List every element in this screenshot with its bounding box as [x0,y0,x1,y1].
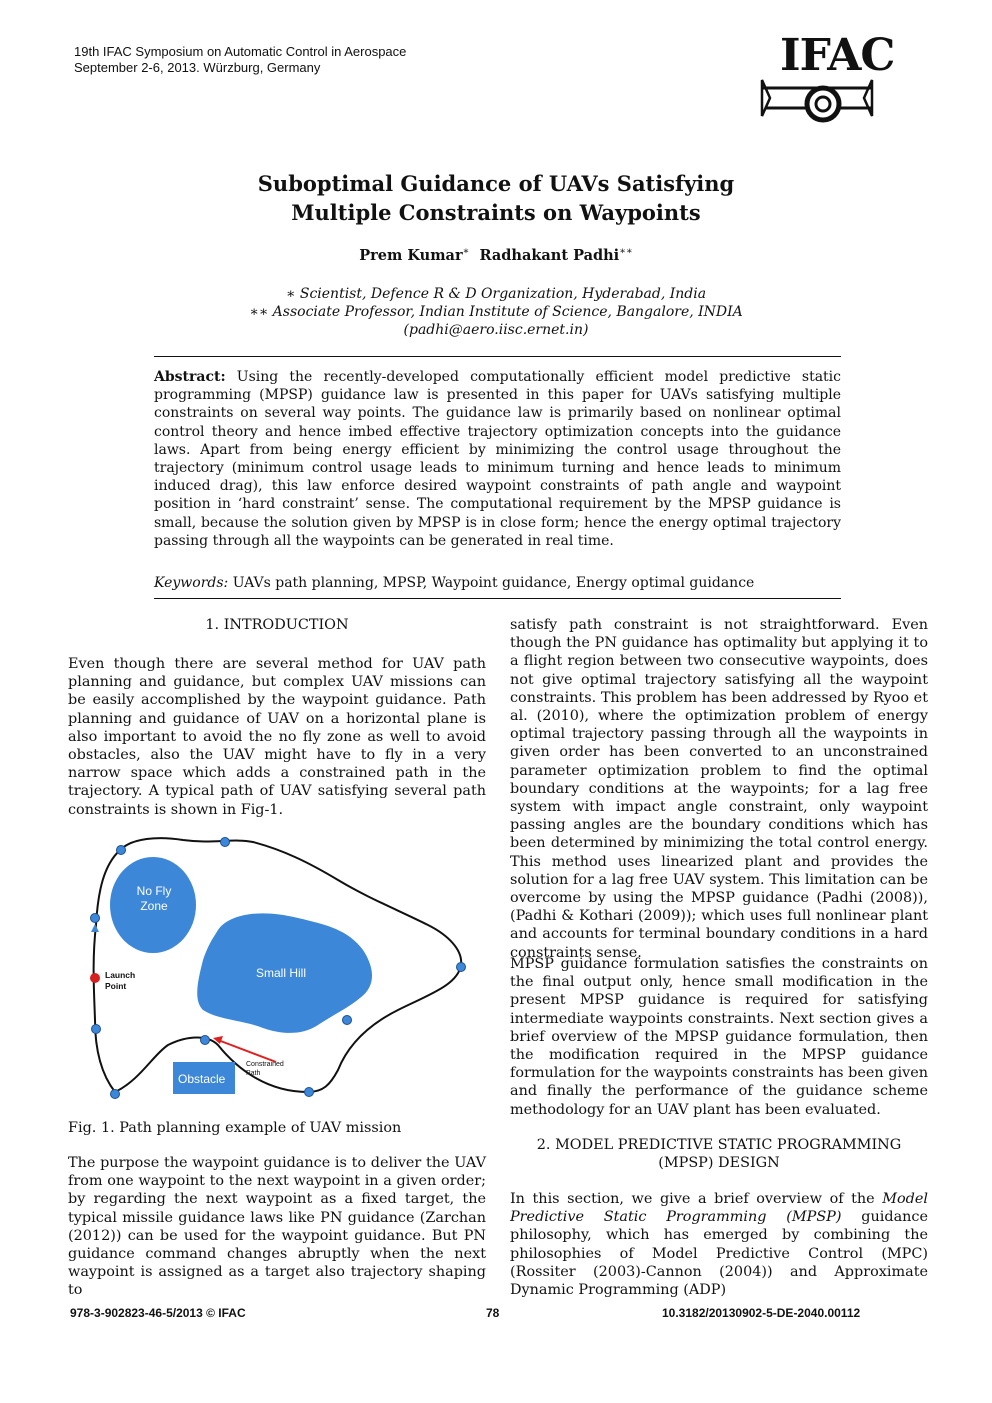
affiliation-2: ∗∗ Associate Professor, Indian Institute of Science, Bangalore, INDIA [249,304,743,320]
footer-doi: 10.3182/20130902-5-DE-2040.00112 [662,1306,861,1320]
constrained-path-arrow [218,1040,276,1062]
section-2-heading-line-2: (MPSP) DESIGN [658,1155,780,1172]
right-paragraph-1-text: satisfy path constraint is not straightforward. Even though the PN guidance has optimality but applying it to a flight region between two consecutive waypoints, does not give optimal trajectory satisfying all the waypoint constraints. This problem has been addressed by Ryoo et al. (2010), where the optimization problem of energy optimal trajectory passing through all the waypoints in given order has been converted to an unconstrained parameter optimization problem to find the optimal boundary conditions at the waypoints; for a lag free system with impact angle constraint, only waypoint passing angles are the boundary conditions which has been determined by minimizing the total control energy. This method uses linearized plant and provides the solution for a lag free UAV system. This limitation can be overcome by using the MPSP guidance (Padhi (2008)), (Padhi & Kothari (2009)); which uses full nonlinear plant and accounts for terminal boundary conditions in a hard constraints sense. [510,617,928,961]
waypoint-marker [111,1090,120,1099]
launch-point-marker [90,973,100,983]
section-2-heading [510,1136,928,1172]
waypoint-marker [221,838,230,847]
right-paragraph-2-text: MPSP guidance formulation satisfies the constraints on the final output only, hence small modification in the present MPSP guidance is required for satisfying intermediate waypoints constraints. Next section gives a brief overview of the MPSP guidance formulation, then the modification required in the MPSP guidance formulation for the waypoints constraints has been given and finally the performance of the guidance scheme methodology for an UAV plant has been evaluated. [510,956,928,1118]
section-2-text-a: In this section, we give a brief overview of the [510,1191,883,1207]
waypoint-marker [92,1025,101,1034]
section-2-heading-line-1: 2. MODEL PREDICTIVE STATIC PROGRAMMING [536,1137,902,1153]
author-2-mark: ∗∗ [619,246,633,257]
waypoint-marker [201,1036,210,1045]
launch-point-label: Launch Point [105,970,136,991]
obstacle-label: Obstacle [178,1072,226,1086]
right-paragraph-1 [510,616,928,962]
intro-paragraph-2-text: The purpose the waypoint guidance is to deliver the UAV from one waypoint to the next waypoint in a given order; by regarding the next waypoint as a fixed target, the typical missile guidance laws like PN guidance (Zarchan (2012)) can be used for the waypoint guidance. But PN guidance command changes abruptly when the next waypoint is assigned as a target also trajectory shaping to [68,1155,486,1299]
section-2-paragraph-1 [510,1190,928,1299]
footer-isbn: 978-3-902823-46-5/2013 © IFAC [70,1306,246,1320]
keywords-label: Keywords: [154,575,229,591]
affiliation-1: ∗ Scientist, Defence R & D Organization, Hyderabad, India [285,286,707,302]
author-1-mark: ∗ [462,246,470,257]
intro-paragraph-2 [68,1154,486,1300]
no-fly-zone-label: No Fly Zone [136,884,172,913]
section-1-heading: 1. INTRODUCTION [205,617,349,633]
ifac-emblem-icon [760,74,875,126]
waypoint-marker [117,846,126,855]
author-2: Radhakant Padhi [479,246,620,264]
right-paragraph-2 [510,955,928,1119]
waypoint-marker [343,1016,352,1025]
small-hill-label: Small Hill [256,966,307,980]
waypoint-marker [305,1088,314,1097]
intro-paragraph-1 [68,655,486,819]
waypoint-marker [457,963,466,972]
conference-name: 19th IFAC Symposium on Automatic Control in Aerospace [74,44,407,59]
figure-1-caption-text: Fig. 1. Path planning example of UAV mission [68,1120,402,1136]
keywords-text: UAVs path planning, MPSP, Waypoint guidance, Energy optimal guidance [232,575,755,591]
abstract-label: Abstract: [154,369,226,385]
figure-1-caption [68,1119,486,1137]
abstract-text: Using the recently-developed computationally efficient model predictive static programming (MPSP) guidance law is presented in this paper for UAVs satisfying multiple constraints on several way points. The guidance law is primarily based on nonlinear optimal control theory and hence imbed effective trajectory optimization concepts into the guidance laws. Apart from being energy efficient by minimizing the control usage throughout the trajectory (minimum control usage leads to minimum turning and hence leads to minimum induced drag), this law enforce desired waypoint constraints of path angle and waypoint position in ‘hard constraint’ sense. The computational requirement by the MPSP guidance is small, because the solution given by MPSP is in close form; hence the energy optimal trajectory passing through all the waypoints can be generated in real time. [154,369,841,549]
section-2-text-b: guidance philosophy, which has emerged by combining the philosophies of Model Predictive Control (MPC) (Rossiter (2003)-Cannon (2004)) and Approximate Dynamic Programming (ADP) [510,1209,928,1299]
keywords [154,574,841,592]
ifac-logo-text: IFAC [780,30,895,81]
paper-title-line-2: Multiple Constraints on Waypoints [291,200,701,225]
author-1: Prem Kumar [359,246,463,264]
direction-arrow-icon [91,924,99,932]
paper-title-line-1: Suboptimal Guidance of UAVs Satisfying [257,171,735,196]
affiliation-email: (padhi@aero.iisc.ernet.in) [403,322,589,338]
intro-paragraph-1-text: Even though there are several method for UAV path planning and guidance, but complex UAV missions can be easily accomplished by the waypoint guidance. Path planning and guidance of UAV on a horizontal plane is also important to avoid the no fly zone as well to avoid obstacles, also the UAV might have to fly in a very narrow space which adds a constrained path in the trajectory. A typical path of UAV satisfying several path constraints is shown in Fig-1. [68,656,486,818]
conference-date: September 2-6, 2013. Würzburg, Germany [74,60,321,75]
constrained-path-label: Constrained Path [246,1061,284,1077]
footer-page-number: 78 [486,1306,500,1320]
section-2-text-emphasis: Model Predictive Static Programming (MPSP) [510,1191,928,1226]
abstract-top-rule [154,356,841,357]
authors [0,246,992,264]
waypoint-marker [91,914,100,923]
abstract-bottom-rule [154,598,841,599]
ifac-logo [760,30,895,125]
figure-1 [68,830,486,1110]
abstract [154,368,841,550]
